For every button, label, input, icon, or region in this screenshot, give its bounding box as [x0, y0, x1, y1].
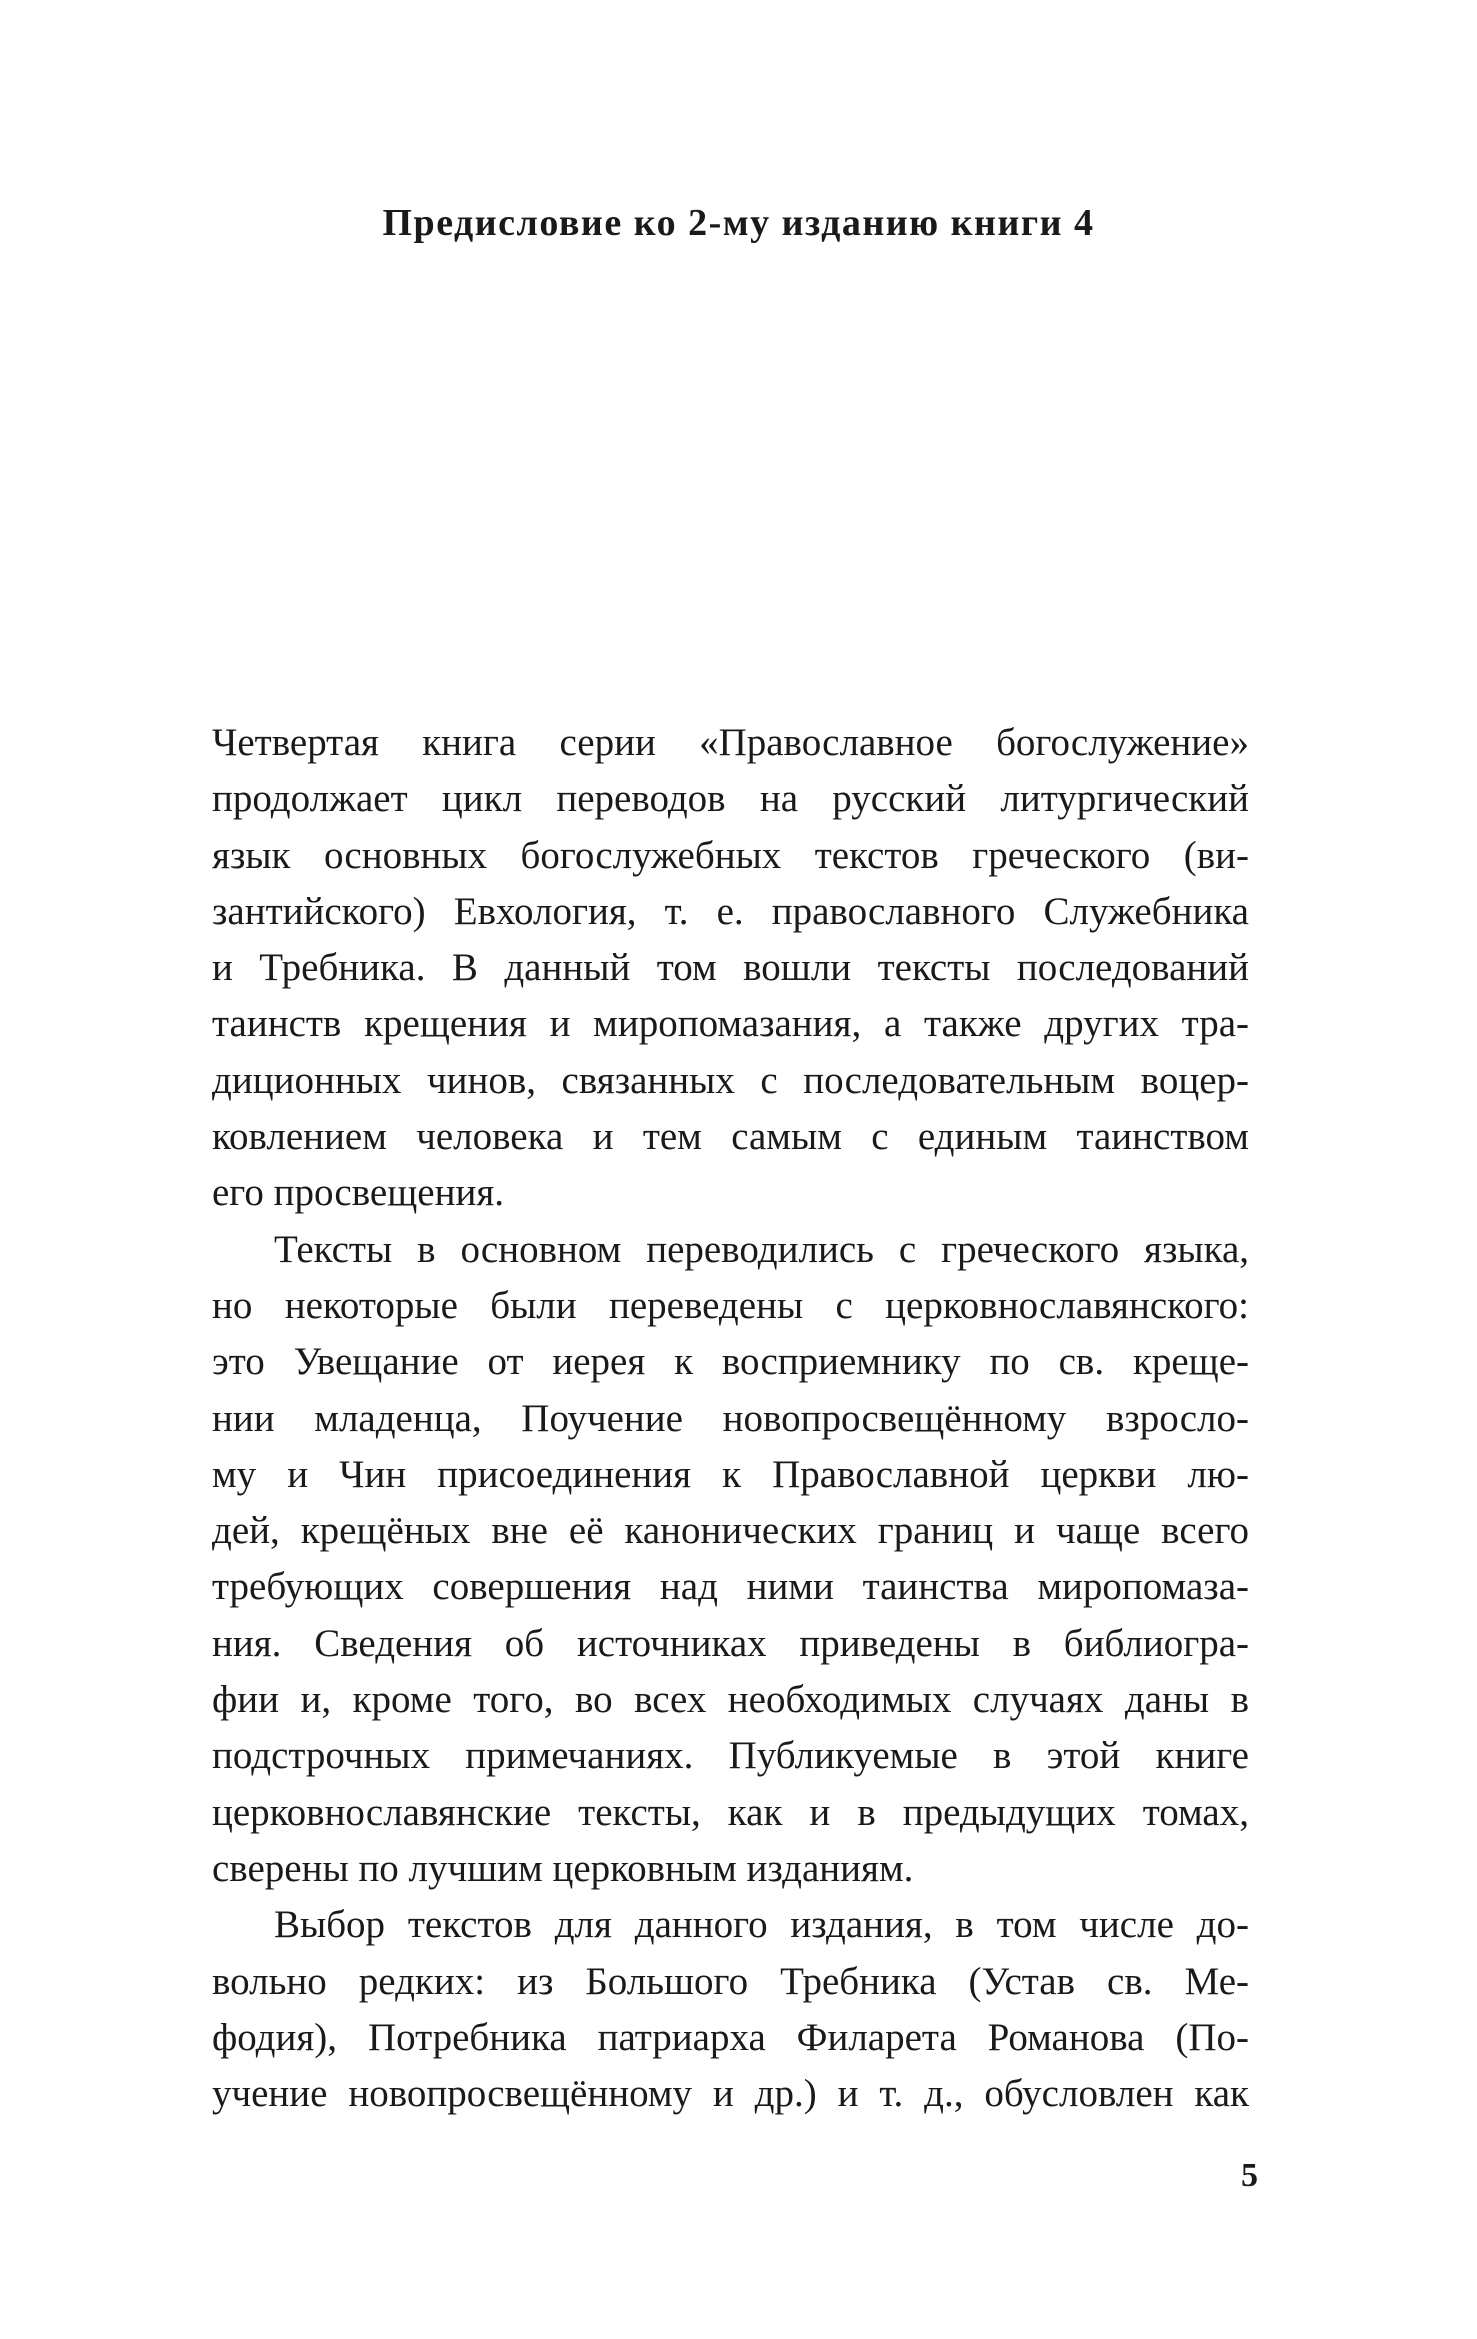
- text-line: ния. Сведения об источниках приведены в библиогра-: [212, 1621, 1249, 1665]
- text-line: му и Чин присоединения к Православной церкви лю-: [212, 1452, 1249, 1496]
- paragraph-1: [212, 715, 1249, 1222]
- text-line: сверены по лучшим церковным изданиям.: [212, 1846, 914, 1890]
- text-line: фии и, кроме того, во всех необходимых случаях даны в: [212, 1678, 1249, 1722]
- page-number: 5: [1241, 2157, 1258, 2194]
- text-line: подстрочных примечаниях. Публикуемые в этой книге: [212, 1734, 1249, 1778]
- text-line: но некоторые были переведены с церковнославянского:: [212, 1283, 1249, 1327]
- paragraph-2: [212, 1222, 1249, 1898]
- text-line: это Увещание от иерея к восприемнику по св. креще-: [212, 1340, 1249, 1384]
- paragraph-3: [212, 1897, 1249, 2122]
- text-line: требующих совершения над ними таинства миропомаза-: [212, 1565, 1249, 1609]
- text-line: нии младенца, Поучение новопросвещённому взросло-: [212, 1396, 1249, 1440]
- body-text: [212, 715, 1249, 2122]
- text-line: диционных чинов, связанных с последовательным воцер-: [212, 1058, 1249, 1102]
- text-line: зантийского) Евхология, т. е. православного Служебника: [212, 889, 1249, 933]
- text-line: язык основных богослужебных текстов греческого (ви-: [212, 833, 1249, 877]
- text-line: Выбор текстов для данного издания, в том числе до-: [274, 1903, 1249, 1947]
- text-line: вольно редких: из Большого Требника (Устав св. Ме-: [212, 1959, 1249, 2003]
- text-line: Тексты в основном переводились с греческого языка,: [274, 1227, 1249, 1271]
- page-title: Предисловие ко 2-му изданию книги 4: [382, 202, 1095, 244]
- text-line: таинств крещения и миропомазания, а также других тра-: [212, 1002, 1249, 1046]
- text-line: церковнославянские тексты, как и в предыдущих томах,: [212, 1790, 1249, 1834]
- text-line: учение новопросвещённому и др.) и т. д., обусловлен как: [212, 2072, 1249, 2116]
- text-line: фодия), Потребника патриарха Филарета Романова (По-: [212, 2015, 1249, 2059]
- text-line: дей, крещёных вне её канонических границ и чаще всего: [212, 1509, 1249, 1553]
- text-line: Четвертая книга серии «Православное богослужение»: [212, 721, 1249, 764]
- text-line: ковлением человека и тем самым с единым таинством: [212, 1115, 1249, 1159]
- text-line: и Требника. В данный том вошли тексты последований: [212, 946, 1249, 990]
- text-line: его просвещения.: [212, 1171, 505, 1215]
- text-line: продолжает цикл переводов на русский литургический: [212, 777, 1249, 821]
